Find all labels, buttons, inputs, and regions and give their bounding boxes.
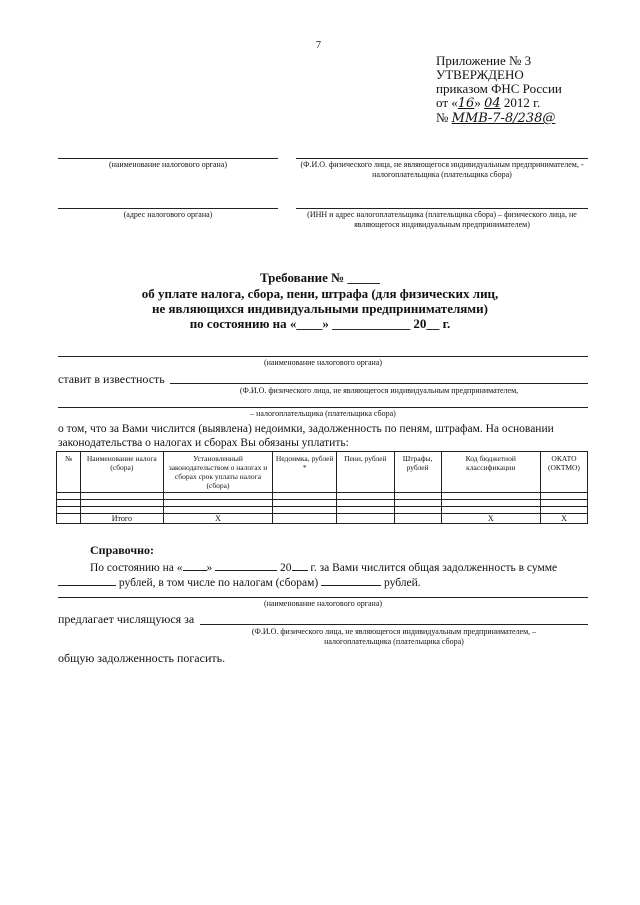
ref-month-blank[interactable] — [215, 558, 277, 571]
demand-title: Требование № _____ — [259, 270, 380, 285]
total-label: Итого — [81, 514, 164, 524]
col-deadline: Установленный законодательством о налогах и сборах срок уплаты налога (сбора) — [163, 452, 273, 493]
taxpayer-payer-caption: – налогоплательщика (плательщика сбора) — [250, 409, 396, 418]
taxpayer-fio-caption-3: (Ф.И.О. физического лица, не являющегося индивидуальным предпринимателем, – — [251, 627, 537, 636]
reference-heading: Справочно: — [90, 543, 155, 557]
col-arrears: Недоимка, рублей * — [273, 452, 337, 493]
organ-name-line-3[interactable] — [58, 597, 588, 598]
col-kbk: Код бюджетной классификации — [441, 452, 540, 493]
demand-subtitle-2: не являющихся индивидуальными предпринимателями) — [152, 301, 488, 316]
col-okato: ОКАТО (ОКТМО) — [540, 452, 587, 493]
col-fines: Штрафы, рублей — [394, 452, 441, 493]
taxpayer-fio-line-3[interactable] — [200, 624, 588, 625]
col-tax-name: Наименование налога (сбора) — [81, 452, 164, 493]
table-row[interactable] — [57, 493, 588, 500]
notify-text: ставит в известность — [58, 372, 165, 386]
organ-name-caption-3: (наименование налогового органа) — [263, 599, 383, 608]
col-number: № — [57, 452, 81, 493]
organ-name-line[interactable] — [58, 158, 278, 159]
reference-line-1: По состоянию на « » 20 г. за Вами числится общая задолженность в сумме — [90, 558, 557, 575]
table-row[interactable] — [57, 500, 588, 507]
approval-approved: УТВЕРЖДЕНО — [436, 67, 524, 82]
organ-name-caption: (наименование налогового органа) — [108, 160, 228, 169]
final-text: общую задолженность погасить. — [58, 651, 226, 665]
taxpayer-fio-line-2[interactable] — [58, 407, 588, 408]
organ-address-line[interactable] — [58, 208, 278, 209]
ref-tax-blank[interactable] — [321, 573, 381, 586]
approval-appendix: Приложение № 3 — [436, 53, 532, 68]
approval-number-value: ММВ-7-8/238@ — [451, 111, 556, 126]
body-paragraph-1: о том, что за Вами числится (выявлена) недоимки, задолженность по пеням, штрафам. На основании — [58, 423, 554, 435]
demand-date: по состоянию на «____» ____________ 20__ г. — [189, 316, 451, 331]
taxpayer-payer-caption-3: налогоплательщика (плательщика сбора) — [324, 637, 464, 646]
ref-year-blank[interactable] — [292, 558, 308, 571]
approval-date: от «16» 04 2012 г. — [436, 95, 541, 111]
organ-name-caption-2: (наименование налогового органа) — [263, 358, 383, 367]
ref-total-blank[interactable] — [58, 573, 116, 586]
taxpayer-fio-caption: (Ф.И.О. физического лица, не являющегося индивидуальным предпринимателем, — [239, 386, 519, 395]
organ-name-line-2[interactable] — [58, 356, 588, 357]
page-number: 7 — [316, 40, 321, 51]
body-paragraph-2: законодательства о налогах и сборах Вы обязаны уплатить: — [58, 437, 349, 449]
taxpayer-inn-line[interactable] — [296, 208, 588, 209]
approval-month: 04 — [484, 96, 501, 111]
approval-day: 16 — [457, 96, 475, 111]
approval-order: приказом ФНС России — [436, 81, 562, 96]
table-total-row: Итого X X X — [57, 514, 588, 524]
reference-line-2: рублей, в том числе по налогам (сборам) рублей. — [58, 573, 421, 590]
col-penalties: Пени, рублей — [337, 452, 394, 493]
organ-address-caption: (адрес налогового органа) — [123, 210, 213, 219]
demand-subtitle-1: об уплате налога, сбора, пени, штрафа (для физических лиц, — [141, 286, 499, 301]
table-header-row — [57, 452, 588, 493]
approval-block — [436, 54, 562, 126]
ref-day-blank[interactable] — [183, 558, 207, 571]
approval-number: № ММВ-7-8/238@ — [436, 110, 556, 126]
offers-text: предлагает числящуюся за — [58, 612, 195, 626]
table-row[interactable] — [57, 507, 588, 514]
taxpayer-fio-line[interactable] — [170, 383, 588, 384]
taxpayer-inn-caption: (ИНН и адрес налогоплательщика (плательщика сбора) – физического лица, не являющегося индивидуальным предпринимателем) — [307, 210, 577, 229]
taxpayer-name-line[interactable] — [296, 158, 588, 159]
debt-table — [56, 451, 588, 524]
taxpayer-name-caption: (Ф.И.О. физического лица, не являющегося индивидуальным предпринимателем, - налогоплательщика (плательщика сбора) — [300, 160, 584, 179]
